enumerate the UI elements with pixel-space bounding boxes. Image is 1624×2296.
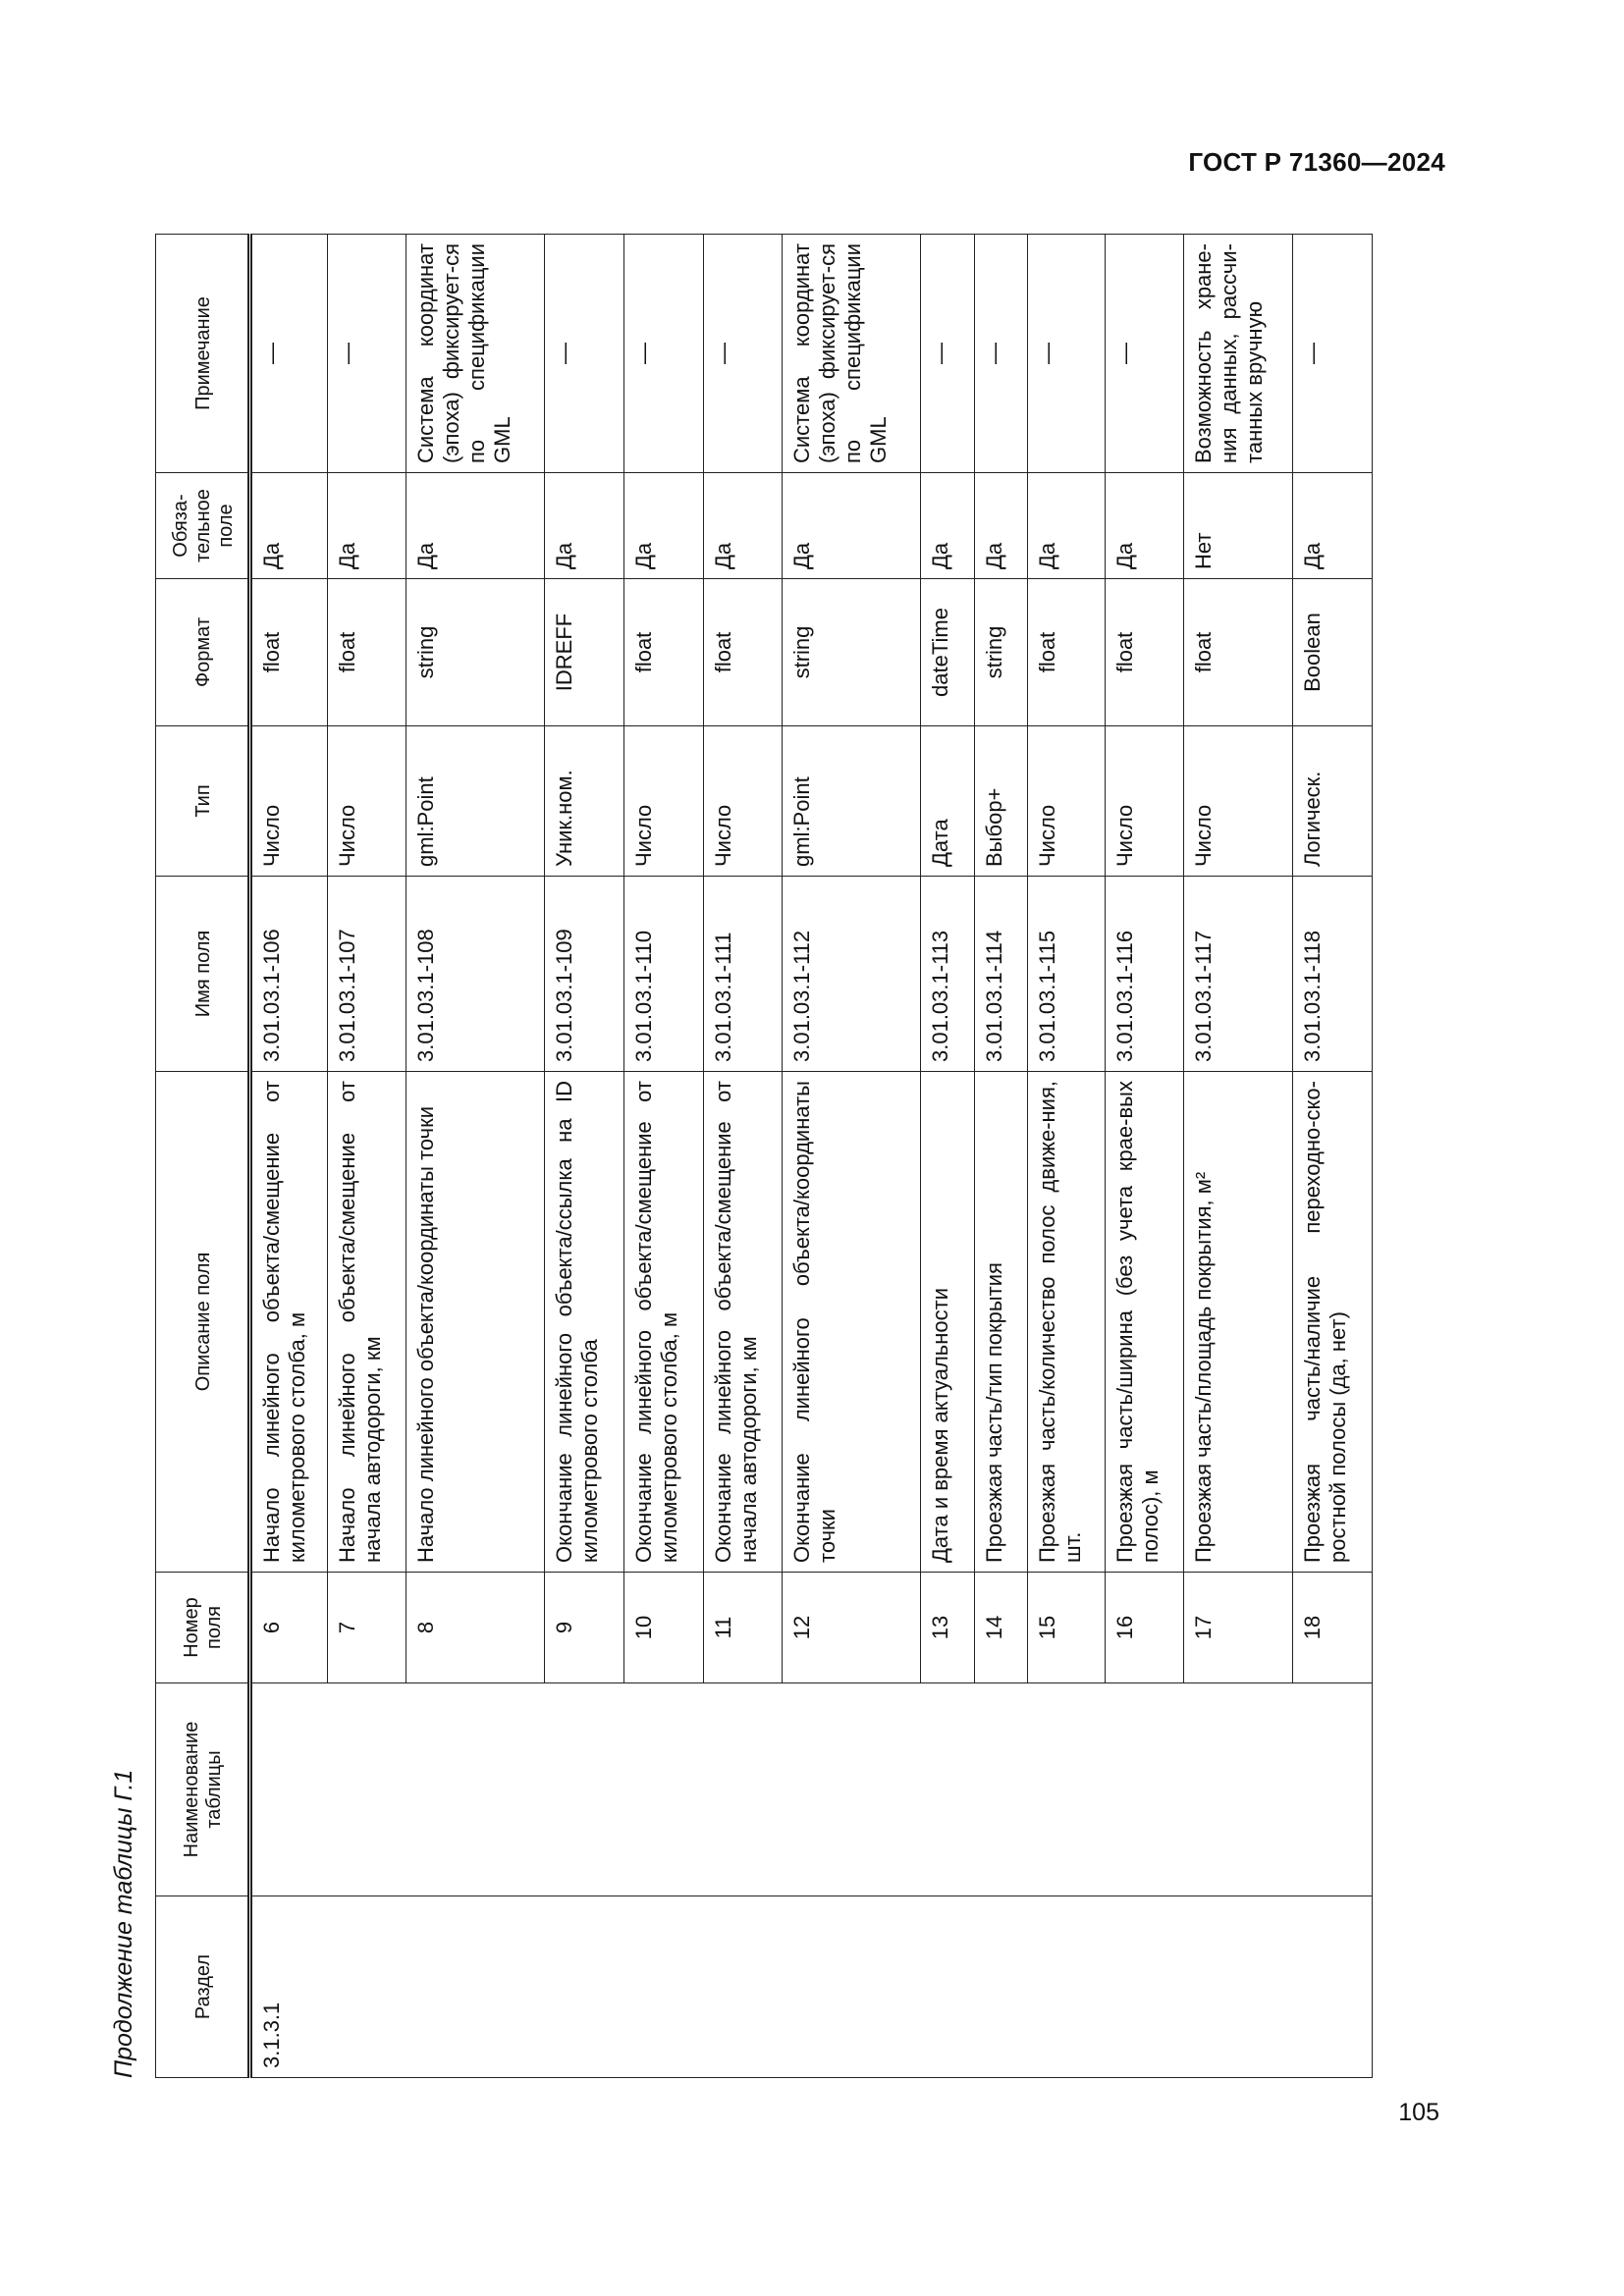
- field-mandatory-cell: Да: [327, 473, 406, 579]
- field-note-cell: Возможность хране-ния данных, рассчи-танных вручную: [1184, 235, 1293, 473]
- field-name-cell: 3.01.03.1-112: [783, 877, 921, 1072]
- field-number-cell: 10: [623, 1573, 703, 1683]
- field-number-cell: 8: [406, 1573, 545, 1683]
- rotated-table-block: [106, 235, 1373, 2078]
- field-mandatory-cell: Да: [1028, 473, 1106, 579]
- field-description-cell: Проезжая часть/наличие переходно-ско-ростной полосы (да, нет): [1293, 1072, 1373, 1573]
- field-number-cell: 14: [974, 1573, 1027, 1683]
- field-note-cell: —: [250, 235, 328, 473]
- field-type-cell: Число: [703, 726, 783, 877]
- field-mandatory-cell: Да: [974, 473, 1027, 579]
- field-type-cell: Дата: [921, 726, 974, 877]
- field-mandatory-cell: Да: [406, 473, 545, 579]
- field-number-cell: 11: [703, 1573, 783, 1683]
- header-cell: Наименование таблицы: [156, 1683, 250, 1896]
- field-format-cell: float: [703, 579, 783, 726]
- field-mandatory-cell: Да: [545, 473, 624, 579]
- field-mandatory-cell: Да: [250, 473, 328, 579]
- standard-designation: ГОСТ Р 71360—2024: [1188, 147, 1445, 177]
- field-number-cell: 12: [783, 1573, 921, 1683]
- table-body: [250, 235, 1373, 2078]
- header-cell: Описание поля: [156, 1072, 250, 1573]
- field-format-cell: string: [974, 579, 1027, 726]
- field-name-cell: 3.01.03.1-114: [974, 877, 1027, 1072]
- header-cell: Раздел: [156, 1896, 250, 2078]
- field-format-cell: float: [1184, 579, 1293, 726]
- header-cell: Тип: [156, 726, 250, 877]
- field-type-cell: Уник.ном.: [545, 726, 624, 877]
- field-description-cell: Окончание линейного объекта/смещение от начала автодороги, км: [703, 1072, 783, 1573]
- header-cell: Имя поля: [156, 877, 250, 1072]
- field-number-cell: 6: [250, 1573, 328, 1683]
- field-type-cell: Число: [1184, 726, 1293, 877]
- header-cell: Примечание: [156, 235, 250, 473]
- field-format-cell: float: [1105, 579, 1184, 726]
- field-mandatory-cell: Да: [1293, 473, 1373, 579]
- field-mandatory-cell: Да: [921, 473, 974, 579]
- fields-table: [155, 234, 1373, 2078]
- field-note-cell: Система координат (эпоха) фиксирует-ся по спецификации GML: [783, 235, 921, 473]
- field-format-cell: Boolean: [1293, 579, 1373, 726]
- field-mandatory-cell: Да: [1105, 473, 1184, 579]
- field-number-cell: 15: [1028, 1573, 1106, 1683]
- field-name-cell: 3.01.03.1-116: [1105, 877, 1184, 1072]
- field-type-cell: gml:Point: [783, 726, 921, 877]
- field-note-cell: —: [327, 235, 406, 473]
- field-format-cell: float: [327, 579, 406, 726]
- header-cell: Номер поля: [156, 1573, 250, 1683]
- field-name-cell: 3.01.03.1-113: [921, 877, 974, 1072]
- field-type-cell: Число: [1105, 726, 1184, 877]
- field-description-cell: Окончание линейного объекта/ссылка на ID километрового столба: [545, 1072, 624, 1573]
- field-name-cell: 3.01.03.1-106: [250, 877, 328, 1072]
- field-description-cell: Начало линейного объекта/смещение от начала автодороги, км: [327, 1072, 406, 1573]
- table-caption: Продолжение таблицы Г.1: [110, 1769, 137, 2078]
- field-type-cell: Логическ.: [1293, 726, 1373, 877]
- field-name-cell: 3.01.03.1-109: [545, 877, 624, 1072]
- table-row: [250, 235, 328, 2078]
- field-note-cell: —: [974, 235, 1027, 473]
- table-name-cell: [250, 1683, 1373, 1896]
- field-format-cell: dateTime: [921, 579, 974, 726]
- field-note-cell: Система координат (эпоха) фиксирует-ся по спецификации GML: [406, 235, 545, 473]
- field-mandatory-cell: Да: [703, 473, 783, 579]
- field-name-cell: 3.01.03.1-110: [623, 877, 703, 1072]
- field-mandatory-cell: Нет: [1184, 473, 1293, 579]
- field-type-cell: gml:Point: [406, 726, 545, 877]
- field-format-cell: float: [623, 579, 703, 726]
- field-description-cell: Окончание линейного объекта/смещение от километрового столба, м: [623, 1072, 703, 1573]
- field-format-cell: float: [1028, 579, 1106, 726]
- field-format-cell: IDREFF: [545, 579, 624, 726]
- field-description-cell: Начало линейного объекта/координаты точки: [406, 1072, 545, 1573]
- field-type-cell: Выбор+: [974, 726, 1027, 877]
- field-note-cell: —: [1293, 235, 1373, 473]
- field-description-cell: [1184, 1072, 1293, 1573]
- field-name-cell: 3.01.03.1-108: [406, 877, 545, 1072]
- field-name-cell: 3.01.03.1-115: [1028, 877, 1106, 1072]
- header-cell: Обяза-тельное поле: [156, 473, 250, 579]
- field-note-cell: —: [1028, 235, 1106, 473]
- field-note-cell: —: [703, 235, 783, 473]
- table-header-row: [156, 235, 250, 2078]
- field-note-cell: —: [1105, 235, 1184, 473]
- field-description-cell: Дата и время актуальности: [921, 1072, 974, 1573]
- field-description-cell: Окончание линейного объекта/координаты точки: [783, 1072, 921, 1573]
- field-format-cell: string: [783, 579, 921, 726]
- field-description-cell: Проезжая часть/ширина (без учета крае-вых полос), м: [1105, 1072, 1184, 1573]
- field-number-cell: 7: [327, 1573, 406, 1683]
- field-description-cell: Проезжая часть/тип покрытия: [974, 1072, 1027, 1573]
- field-format-cell: string: [406, 579, 545, 726]
- desc-text: Проезжая часть/площадь покрытия, м²: [1191, 1171, 1217, 1563]
- field-note-cell: —: [921, 235, 974, 473]
- field-mandatory-cell: Да: [623, 473, 703, 579]
- field-name-cell: 3.01.03.1-107: [327, 877, 406, 1072]
- field-type-cell: Число: [623, 726, 703, 877]
- field-number-cell: 9: [545, 1573, 624, 1683]
- section-cell: 3.1.3.1: [250, 1896, 1373, 2078]
- header-cell: Формат: [156, 579, 250, 726]
- field-number-cell: 18: [1293, 1573, 1373, 1683]
- field-type-cell: Число: [327, 726, 406, 877]
- field-note-cell: —: [623, 235, 703, 473]
- page-number: 105: [1398, 2099, 1439, 2126]
- field-format-cell: float: [250, 579, 328, 726]
- field-type-cell: Число: [250, 726, 328, 877]
- field-note-cell: —: [545, 235, 624, 473]
- field-number-cell: 17: [1184, 1573, 1293, 1683]
- field-description-cell: Начало линейного объекта/смещение от километрового столба, м: [250, 1072, 328, 1573]
- field-number-cell: 13: [921, 1573, 974, 1683]
- field-mandatory-cell: Да: [783, 473, 921, 579]
- field-name-cell: 3.01.03.1-117: [1184, 877, 1293, 1072]
- field-name-cell: 3.01.03.1-111: [703, 877, 783, 1072]
- field-number-cell: 16: [1105, 1573, 1184, 1683]
- field-description-cell: Проезжая часть/количество полос движе-ния, шт.: [1028, 1072, 1106, 1573]
- field-type-cell: Число: [1028, 726, 1106, 877]
- field-name-cell: 3.01.03.1-118: [1293, 877, 1373, 1072]
